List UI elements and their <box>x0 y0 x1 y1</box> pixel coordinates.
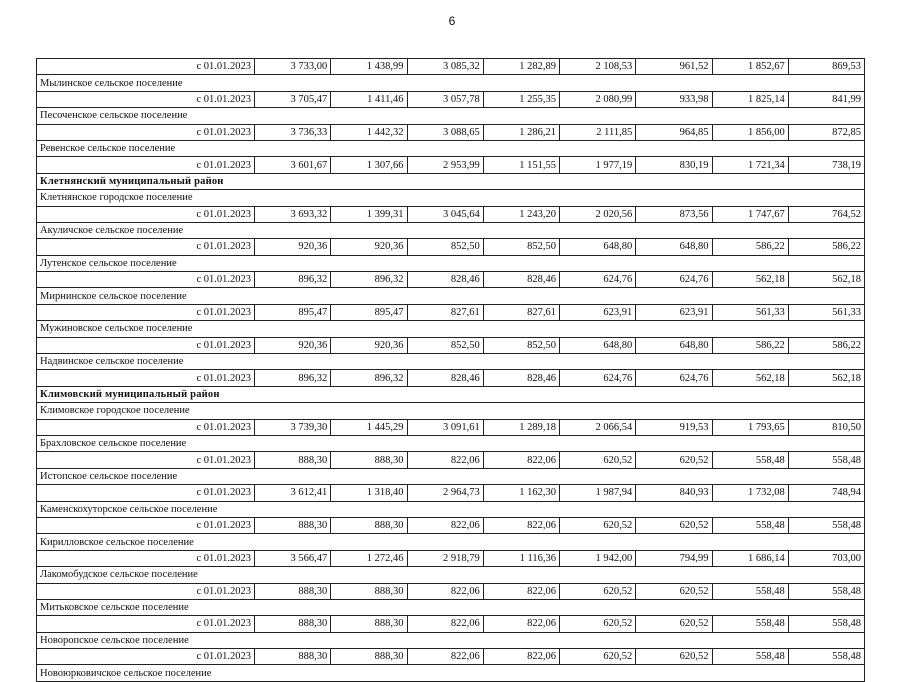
value-cell: 2 111,85 <box>560 124 636 140</box>
value-cell: 822,06 <box>407 616 483 632</box>
value-cell: 1 747,67 <box>712 206 788 222</box>
district-name: Клетнянский муниципальный район <box>37 173 865 189</box>
table-row <box>37 337 865 353</box>
settlement-name: Климовское городское поселение <box>37 403 865 419</box>
settlement-name-row <box>37 354 865 370</box>
value-cell: 620,52 <box>636 517 712 533</box>
value-cell: 828,46 <box>483 370 559 386</box>
value-cell: 841,99 <box>788 91 864 107</box>
table-body <box>37 59 865 682</box>
settlement-name: Ревенское сельское поселение <box>37 140 865 156</box>
table-row <box>37 550 865 566</box>
value-cell: 3 733,00 <box>255 59 331 75</box>
value-cell: 1 286,21 <box>483 124 559 140</box>
value-cell: 558,48 <box>712 616 788 632</box>
value-cell: 1 151,55 <box>483 157 559 173</box>
value-cell: 3 566,47 <box>255 550 331 566</box>
value-cell: 896,32 <box>255 370 331 386</box>
value-cell: 888,30 <box>255 517 331 533</box>
value-cell: 561,33 <box>712 304 788 320</box>
value-cell: 2 953,99 <box>407 157 483 173</box>
value-cell: 624,76 <box>636 370 712 386</box>
value-cell: 620,52 <box>636 583 712 599</box>
value-cell: 920,36 <box>331 239 407 255</box>
settlement-name-row <box>37 321 865 337</box>
value-cell: 648,80 <box>636 239 712 255</box>
value-cell: 895,47 <box>255 304 331 320</box>
value-cell: 888,30 <box>331 452 407 468</box>
effective-date-cell: с 01.01.2023 <box>37 649 255 665</box>
settlement-name-row <box>37 255 865 271</box>
value-cell: 920,36 <box>255 239 331 255</box>
value-cell: 1 793,65 <box>712 419 788 435</box>
district-header-row <box>37 386 865 402</box>
effective-date-cell: с 01.01.2023 <box>37 304 255 320</box>
value-cell: 888,30 <box>331 616 407 632</box>
settlement-name-row <box>37 403 865 419</box>
value-cell: 888,30 <box>331 517 407 533</box>
value-cell: 1 307,66 <box>331 157 407 173</box>
settlement-name: Каменскохуторское сельское поселение <box>37 501 865 517</box>
settlement-name: Митьковское сельское поселение <box>37 599 865 615</box>
value-cell: 648,80 <box>636 337 712 353</box>
value-cell: 828,46 <box>483 272 559 288</box>
value-cell: 961,52 <box>636 59 712 75</box>
value-cell: 3 693,32 <box>255 206 331 222</box>
value-cell: 869,53 <box>788 59 864 75</box>
value-cell: 586,22 <box>712 337 788 353</box>
table-row <box>37 206 865 222</box>
value-cell: 624,76 <box>636 272 712 288</box>
value-cell: 620,52 <box>560 517 636 533</box>
value-cell: 558,48 <box>788 649 864 665</box>
settlement-name: Лутенское сельское поселение <box>37 255 865 271</box>
page-number: 6 <box>448 14 456 28</box>
table-row <box>37 649 865 665</box>
value-cell: 1 272,46 <box>331 550 407 566</box>
value-cell: 888,30 <box>255 649 331 665</box>
value-cell: 586,22 <box>712 239 788 255</box>
value-cell: 830,19 <box>636 157 712 173</box>
value-cell: 822,06 <box>483 616 559 632</box>
value-cell: 648,80 <box>560 337 636 353</box>
table-row <box>37 239 865 255</box>
settlement-name: Акуличское сельское поселение <box>37 222 865 238</box>
value-cell: 794,99 <box>636 550 712 566</box>
value-cell: 3 085,32 <box>407 59 483 75</box>
value-cell: 919,53 <box>636 419 712 435</box>
value-cell: 895,47 <box>331 304 407 320</box>
value-cell: 558,48 <box>712 452 788 468</box>
table-row <box>37 370 865 386</box>
settlement-name-row <box>37 567 865 583</box>
table-row <box>37 419 865 435</box>
effective-date-cell: с 01.01.2023 <box>37 239 255 255</box>
value-cell: 3 739,30 <box>255 419 331 435</box>
settlement-name: Истопское сельское поселение <box>37 468 865 484</box>
settlement-name-row <box>37 190 865 206</box>
value-cell: 558,48 <box>788 583 864 599</box>
tariff-table <box>36 58 865 682</box>
value-cell: 822,06 <box>407 517 483 533</box>
value-cell: 1 162,30 <box>483 485 559 501</box>
value-cell: 888,30 <box>255 583 331 599</box>
settlement-name-row <box>37 632 865 648</box>
value-cell: 1 243,20 <box>483 206 559 222</box>
value-cell: 3 705,47 <box>255 91 331 107</box>
value-cell: 828,46 <box>407 272 483 288</box>
value-cell: 648,80 <box>560 239 636 255</box>
effective-date-cell: с 01.01.2023 <box>37 550 255 566</box>
value-cell: 620,52 <box>560 616 636 632</box>
value-cell: 738,19 <box>788 157 864 173</box>
table-row <box>37 485 865 501</box>
table-row <box>37 157 865 173</box>
effective-date-cell: с 01.01.2023 <box>37 337 255 353</box>
value-cell: 920,36 <box>331 337 407 353</box>
value-cell: 3 736,33 <box>255 124 331 140</box>
value-cell: 2 066,54 <box>560 419 636 435</box>
settlement-name: Лакомобудское сельское поселение <box>37 567 865 583</box>
settlement-name: Мужиновское сельское поселение <box>37 321 865 337</box>
table-row <box>37 91 865 107</box>
effective-date-cell: с 01.01.2023 <box>37 452 255 468</box>
value-cell: 1 411,46 <box>331 91 407 107</box>
table-row <box>37 59 865 75</box>
value-cell: 2 108,53 <box>560 59 636 75</box>
value-cell: 1 442,32 <box>331 124 407 140</box>
value-cell: 852,50 <box>407 337 483 353</box>
value-cell: 562,18 <box>712 370 788 386</box>
value-cell: 3 612,41 <box>255 485 331 501</box>
value-cell: 1 686,14 <box>712 550 788 566</box>
table-row <box>37 124 865 140</box>
effective-date-cell: с 01.01.2023 <box>37 91 255 107</box>
district-name: Климовский муниципальный район <box>37 386 865 402</box>
settlement-name: Новоюрковичское сельское поселение <box>37 665 865 681</box>
value-cell: 1 825,14 <box>712 91 788 107</box>
effective-date-cell: с 01.01.2023 <box>37 419 255 435</box>
settlement-name: Клетнянское городское поселение <box>37 190 865 206</box>
value-cell: 827,61 <box>407 304 483 320</box>
settlement-name-row <box>37 435 865 451</box>
value-cell: 822,06 <box>483 452 559 468</box>
settlement-name: Мылинское сельское поселение <box>37 75 865 91</box>
settlement-name: Брахловское сельское поселение <box>37 435 865 451</box>
settlement-name-row <box>37 468 865 484</box>
value-cell: 624,76 <box>560 272 636 288</box>
value-cell: 3 601,67 <box>255 157 331 173</box>
value-cell: 558,48 <box>712 517 788 533</box>
value-cell: 1 445,29 <box>331 419 407 435</box>
value-cell: 2 918,79 <box>407 550 483 566</box>
value-cell: 1 721,34 <box>712 157 788 173</box>
value-cell: 558,48 <box>712 583 788 599</box>
effective-date-cell: с 01.01.2023 <box>37 517 255 533</box>
effective-date-cell: с 01.01.2023 <box>37 272 255 288</box>
settlement-name: Кирилловское сельское поселение <box>37 534 865 550</box>
value-cell: 1 977,19 <box>560 157 636 173</box>
value-cell: 1 289,18 <box>483 419 559 435</box>
value-cell: 852,50 <box>483 337 559 353</box>
value-cell: 558,48 <box>788 517 864 533</box>
table-row <box>37 272 865 288</box>
value-cell: 888,30 <box>331 583 407 599</box>
settlement-name: Песоченское сельское поселение <box>37 108 865 124</box>
value-cell: 623,91 <box>560 304 636 320</box>
value-cell: 1 438,99 <box>331 59 407 75</box>
settlement-name-row <box>37 222 865 238</box>
settlement-name-row <box>37 288 865 304</box>
effective-date-cell: с 01.01.2023 <box>37 157 255 173</box>
value-cell: 822,06 <box>483 583 559 599</box>
settlement-name-row <box>37 75 865 91</box>
value-cell: 852,50 <box>407 239 483 255</box>
settlement-name-row <box>37 599 865 615</box>
effective-date-cell: с 01.01.2023 <box>37 206 255 222</box>
value-cell: 1 856,00 <box>712 124 788 140</box>
value-cell: 872,85 <box>788 124 864 140</box>
value-cell: 623,91 <box>636 304 712 320</box>
value-cell: 562,18 <box>788 272 864 288</box>
value-cell: 586,22 <box>788 239 864 255</box>
value-cell: 620,52 <box>560 452 636 468</box>
settlement-name: Мирнинское сельское поселение <box>37 288 865 304</box>
effective-date-cell: с 01.01.2023 <box>37 485 255 501</box>
settlement-name-row <box>37 501 865 517</box>
settlement-name: Новоропское сельское поселение <box>37 632 865 648</box>
value-cell: 2 080,99 <box>560 91 636 107</box>
district-header-row <box>37 173 865 189</box>
value-cell: 620,52 <box>636 649 712 665</box>
value-cell: 1 255,35 <box>483 91 559 107</box>
value-cell: 896,32 <box>331 272 407 288</box>
value-cell: 2 020,56 <box>560 206 636 222</box>
value-cell: 852,50 <box>483 239 559 255</box>
value-cell: 2 964,73 <box>407 485 483 501</box>
value-cell: 1 852,67 <box>712 59 788 75</box>
value-cell: 562,18 <box>788 370 864 386</box>
value-cell: 558,48 <box>712 649 788 665</box>
table-row <box>37 517 865 533</box>
value-cell: 1 399,31 <box>331 206 407 222</box>
value-cell: 748,94 <box>788 485 864 501</box>
value-cell: 896,32 <box>255 272 331 288</box>
effective-date-cell: с 01.01.2023 <box>37 370 255 386</box>
value-cell: 822,06 <box>407 649 483 665</box>
effective-date-cell: с 01.01.2023 <box>37 583 255 599</box>
value-cell: 3 045,64 <box>407 206 483 222</box>
value-cell: 888,30 <box>255 452 331 468</box>
value-cell: 920,36 <box>255 337 331 353</box>
value-cell: 558,48 <box>788 616 864 632</box>
value-cell: 888,30 <box>255 616 331 632</box>
value-cell: 620,52 <box>636 616 712 632</box>
table-row <box>37 304 865 320</box>
value-cell: 822,06 <box>483 517 559 533</box>
value-cell: 1 942,00 <box>560 550 636 566</box>
value-cell: 561,33 <box>788 304 864 320</box>
value-cell: 827,61 <box>483 304 559 320</box>
value-cell: 822,06 <box>483 649 559 665</box>
value-cell: 896,32 <box>331 370 407 386</box>
value-cell: 3 057,78 <box>407 91 483 107</box>
settlement-name-row <box>37 534 865 550</box>
value-cell: 1 732,08 <box>712 485 788 501</box>
value-cell: 828,46 <box>407 370 483 386</box>
value-cell: 3 088,65 <box>407 124 483 140</box>
value-cell: 840,93 <box>636 485 712 501</box>
value-cell: 1 318,40 <box>331 485 407 501</box>
value-cell: 873,56 <box>636 206 712 222</box>
table-row <box>37 452 865 468</box>
value-cell: 822,06 <box>407 452 483 468</box>
table-row <box>37 583 865 599</box>
value-cell: 620,52 <box>636 452 712 468</box>
value-cell: 888,30 <box>331 649 407 665</box>
value-cell: 1 116,36 <box>483 550 559 566</box>
value-cell: 1 987,94 <box>560 485 636 501</box>
value-cell: 810,50 <box>788 419 864 435</box>
effective-date-cell: с 01.01.2023 <box>37 59 255 75</box>
table-row <box>37 616 865 632</box>
value-cell: 620,52 <box>560 583 636 599</box>
value-cell: 964,85 <box>636 124 712 140</box>
settlement-name-row <box>37 108 865 124</box>
settlement-name-row <box>37 140 865 156</box>
effective-date-cell: с 01.01.2023 <box>37 124 255 140</box>
value-cell: 764,52 <box>788 206 864 222</box>
value-cell: 624,76 <box>560 370 636 386</box>
value-cell: 3 091,61 <box>407 419 483 435</box>
value-cell: 1 282,89 <box>483 59 559 75</box>
effective-date-cell: с 01.01.2023 <box>37 616 255 632</box>
settlement-name: Надвинское сельское поселение <box>37 354 865 370</box>
value-cell: 703,00 <box>788 550 864 566</box>
value-cell: 586,22 <box>788 337 864 353</box>
value-cell: 620,52 <box>560 649 636 665</box>
value-cell: 558,48 <box>788 452 864 468</box>
value-cell: 822,06 <box>407 583 483 599</box>
value-cell: 562,18 <box>712 272 788 288</box>
settlement-name-row <box>37 665 865 681</box>
value-cell: 933,98 <box>636 91 712 107</box>
